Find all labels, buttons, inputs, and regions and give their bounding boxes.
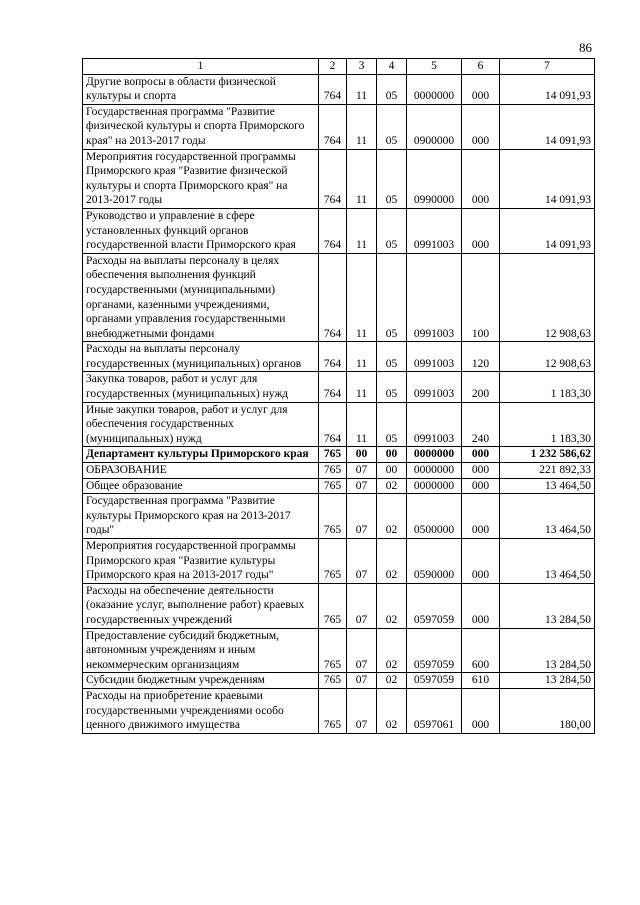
budget-table [82, 58, 595, 734]
row-section-cell: 07 [347, 478, 377, 494]
row-type-cell: 000 [462, 583, 500, 628]
row-amount-cell: 13 464,50 [500, 478, 595, 494]
row-code-cell: 764 [319, 372, 347, 402]
row-amount-cell: 13 284,50 [500, 583, 595, 628]
row-code-cell: 765 [319, 583, 347, 628]
row-section-cell: 11 [347, 253, 377, 342]
header-cell-5: 5 [407, 59, 462, 75]
table-row [83, 253, 595, 342]
table-row [83, 149, 595, 208]
table-row [83, 463, 595, 479]
row-name-cell: Расходы на выплаты персоналу государственных (муниципальных) органов [83, 342, 319, 372]
row-code-cell: 764 [319, 74, 347, 104]
row-subsection-cell: 02 [377, 673, 407, 689]
row-amount-cell: 221 892,33 [500, 463, 595, 479]
row-amount-cell: 13 284,50 [500, 628, 595, 673]
row-type-cell: 000 [462, 463, 500, 479]
row-name-cell: Мероприятия государственной программы Приморского края "Развитие физической культуры и спорта Приморского края" на 2013-2017 годы [83, 149, 319, 208]
row-amount-cell: 13 464,50 [500, 539, 595, 584]
header-cell-6: 6 [462, 59, 500, 75]
row-code-cell: 765 [319, 463, 347, 479]
row-section-cell: 11 [347, 372, 377, 402]
row-target-cell: 0900000 [407, 104, 462, 149]
row-code-cell: 764 [319, 253, 347, 342]
table-row [83, 539, 595, 584]
row-type-cell: 000 [462, 539, 500, 584]
row-code-cell: 765 [319, 628, 347, 673]
header-cell-2: 2 [319, 59, 347, 75]
row-section-cell: 07 [347, 494, 377, 539]
row-subsection-cell: 00 [377, 447, 407, 463]
row-code-cell: 765 [319, 688, 347, 733]
row-section-cell: 11 [347, 74, 377, 104]
row-subsection-cell: 02 [377, 539, 407, 584]
row-amount-cell: 12 908,63 [500, 342, 595, 372]
table-row [83, 208, 595, 253]
row-name-cell: Закупка товаров, работ и услуг для государственных (муниципальных) нужд [83, 372, 319, 402]
row-target-cell: 0597061 [407, 688, 462, 733]
row-subsection-cell: 05 [377, 104, 407, 149]
row-code-cell: 765 [319, 494, 347, 539]
row-target-cell: 0991003 [407, 402, 462, 447]
page-number: 86 [579, 40, 592, 55]
row-target-cell: 0000000 [407, 447, 462, 463]
row-name-cell: Государственная программа "Развитие культуры Приморского края на 2013-2017 годы" [83, 494, 319, 539]
row-code-cell: 765 [319, 539, 347, 584]
row-subsection-cell: 05 [377, 208, 407, 253]
row-amount-cell: 14 091,93 [500, 104, 595, 149]
row-type-cell: 000 [462, 104, 500, 149]
row-name-cell: Расходы на приобретение краевыми государственными учреждениями особо ценного движимого имущества [83, 688, 319, 733]
row-section-cell: 07 [347, 628, 377, 673]
header-cell-1: 1 [83, 59, 319, 75]
row-subsection-cell: 05 [377, 149, 407, 208]
row-section-cell: 11 [347, 149, 377, 208]
row-section-cell: 00 [347, 447, 377, 463]
table-row [83, 447, 595, 463]
table-row [83, 688, 595, 733]
row-subsection-cell: 00 [377, 463, 407, 479]
table-row [83, 628, 595, 673]
row-code-cell: 765 [319, 478, 347, 494]
row-amount-cell: 14 091,93 [500, 74, 595, 104]
row-subsection-cell: 05 [377, 74, 407, 104]
row-name-cell: Субсидии бюджетным учреждениям [83, 673, 319, 689]
row-name-cell: Расходы на выплаты персоналу в целях обеспечения выполнения функций государственными (муниципальными) органами, казенными учреждениями, органами управления государственными внебюджетными фондами [83, 253, 319, 342]
row-type-cell: 000 [462, 688, 500, 733]
row-target-cell: 0000000 [407, 478, 462, 494]
row-subsection-cell: 02 [377, 494, 407, 539]
row-section-cell: 11 [347, 402, 377, 447]
row-code-cell: 764 [319, 208, 347, 253]
row-amount-cell: 13 284,50 [500, 673, 595, 689]
row-name-cell: Иные закупки товаров, работ и услуг для обеспечения государственных (муниципальных) нужд [83, 402, 319, 447]
table-row [83, 673, 595, 689]
row-code-cell: 764 [319, 104, 347, 149]
row-type-cell: 120 [462, 342, 500, 372]
row-target-cell: 0991003 [407, 372, 462, 402]
row-subsection-cell: 02 [377, 688, 407, 733]
row-amount-cell: 12 908,63 [500, 253, 595, 342]
row-amount-cell: 13 464,50 [500, 494, 595, 539]
row-type-cell: 000 [462, 74, 500, 104]
row-subsection-cell: 02 [377, 583, 407, 628]
row-code-cell: 765 [319, 447, 347, 463]
row-target-cell: 0990000 [407, 149, 462, 208]
row-subsection-cell: 05 [377, 372, 407, 402]
row-amount-cell: 14 091,93 [500, 149, 595, 208]
row-section-cell: 07 [347, 688, 377, 733]
header-row [83, 59, 595, 75]
row-section-cell: 07 [347, 539, 377, 584]
row-type-cell: 000 [462, 478, 500, 494]
row-type-cell: 200 [462, 372, 500, 402]
table-row [83, 494, 595, 539]
header-cell-4: 4 [377, 59, 407, 75]
row-target-cell: 0000000 [407, 463, 462, 479]
row-name-cell: Другие вопросы в области физической культуры и спорта [83, 74, 319, 104]
header-cell-7: 7 [500, 59, 595, 75]
row-target-cell: 0597059 [407, 583, 462, 628]
row-subsection-cell: 05 [377, 402, 407, 447]
row-type-cell: 610 [462, 673, 500, 689]
row-subsection-cell: 02 [377, 478, 407, 494]
row-section-cell: 07 [347, 463, 377, 479]
row-subsection-cell: 05 [377, 253, 407, 342]
row-target-cell: 0991003 [407, 253, 462, 342]
row-name-cell: Департамент культуры Приморского края [83, 447, 319, 463]
row-section-cell: 07 [347, 583, 377, 628]
row-target-cell: 0590000 [407, 539, 462, 584]
table-row [83, 372, 595, 402]
row-name-cell: Государственная программа "Развитие физической культуры и спорта Приморского края" на 2013-2017 годы [83, 104, 319, 149]
row-section-cell: 11 [347, 104, 377, 149]
row-subsection-cell: 02 [377, 628, 407, 673]
row-section-cell: 11 [347, 342, 377, 372]
table-row [83, 583, 595, 628]
row-name-cell: Руководство и управление в сфере установленных функций органов государственной власти Приморского края [83, 208, 319, 253]
table-row [83, 342, 595, 372]
row-type-cell: 000 [462, 447, 500, 463]
row-type-cell: 000 [462, 149, 500, 208]
row-amount-cell: 1 183,30 [500, 372, 595, 402]
row-target-cell: 0597059 [407, 628, 462, 673]
row-code-cell: 764 [319, 402, 347, 447]
row-amount-cell: 1 183,30 [500, 402, 595, 447]
row-target-cell: 0000000 [407, 74, 462, 104]
row-type-cell: 600 [462, 628, 500, 673]
row-type-cell: 240 [462, 402, 500, 447]
row-amount-cell: 1 232 586,62 [500, 447, 595, 463]
row-target-cell: 0991003 [407, 208, 462, 253]
row-section-cell: 07 [347, 673, 377, 689]
row-name-cell: Расходы на обеспечение деятельности (оказание услуг, выполнение работ) краевых государственных учреждений [83, 583, 319, 628]
row-target-cell: 0500000 [407, 494, 462, 539]
row-name-cell: ОБРАЗОВАНИЕ [83, 463, 319, 479]
row-type-cell: 100 [462, 253, 500, 342]
row-code-cell: 764 [319, 149, 347, 208]
table-row [83, 74, 595, 104]
row-code-cell: 765 [319, 673, 347, 689]
row-name-cell: Общее образование [83, 478, 319, 494]
table-row [83, 478, 595, 494]
header-cell-3: 3 [347, 59, 377, 75]
table-row [83, 402, 595, 447]
row-section-cell: 11 [347, 208, 377, 253]
table-row [83, 104, 595, 149]
row-amount-cell: 14 091,93 [500, 208, 595, 253]
row-target-cell: 0597059 [407, 673, 462, 689]
row-subsection-cell: 05 [377, 342, 407, 372]
row-amount-cell: 180,00 [500, 688, 595, 733]
row-name-cell: Предоставление субсидий бюджетным, автономным учреждениям и иным некоммерческим организациям [83, 628, 319, 673]
row-type-cell: 000 [462, 208, 500, 253]
row-type-cell: 000 [462, 494, 500, 539]
row-target-cell: 0991003 [407, 342, 462, 372]
row-code-cell: 764 [319, 342, 347, 372]
row-name-cell: Мероприятия государственной программы Приморского края "Развитие культуры Приморского края на 2013-2017 годы" [83, 539, 319, 584]
